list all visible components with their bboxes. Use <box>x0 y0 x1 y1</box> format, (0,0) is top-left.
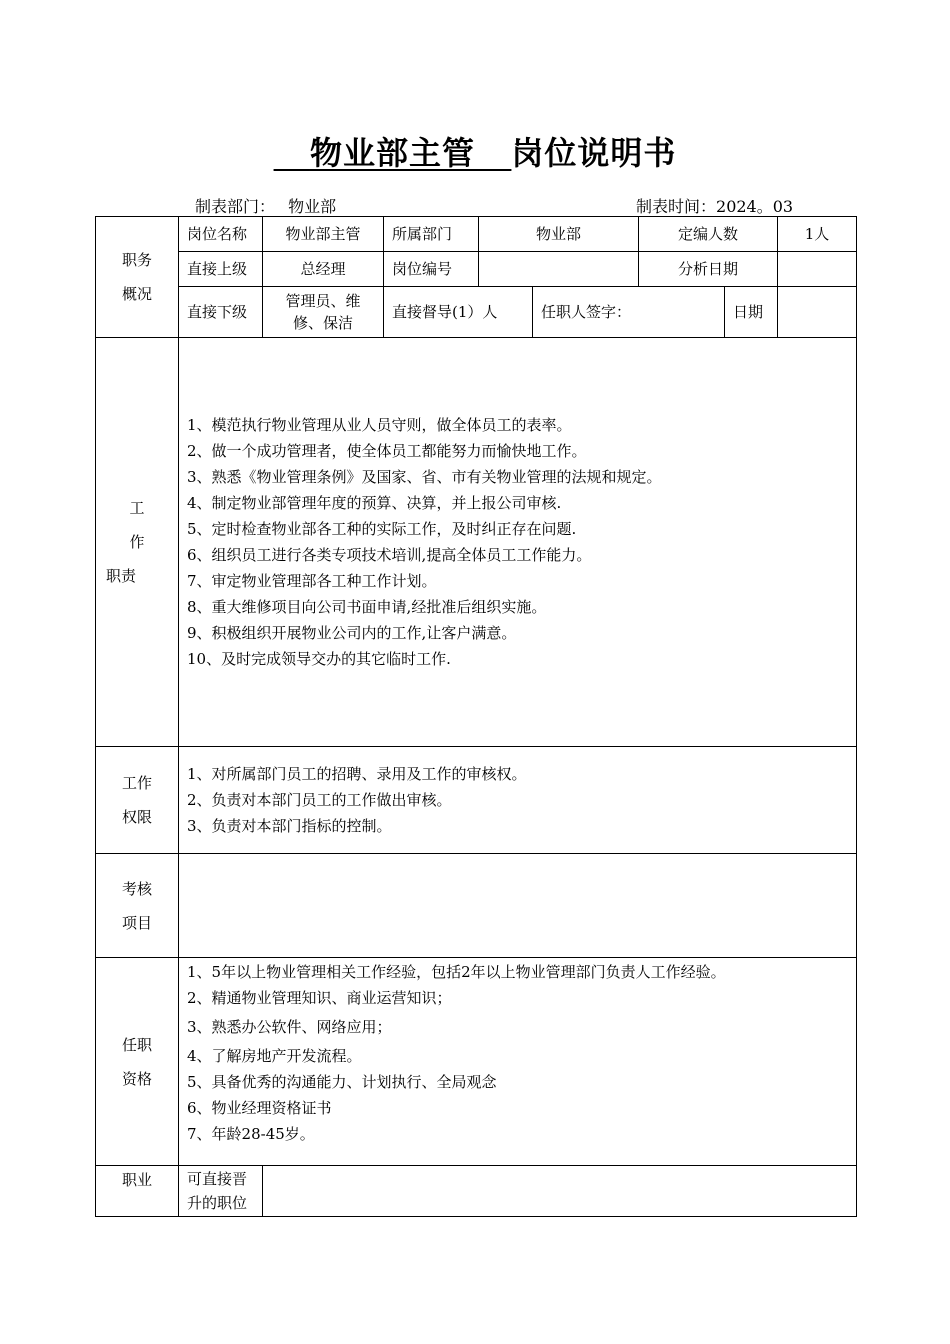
prepared-time-label: 制表时间： <box>636 197 717 216</box>
list-item: 3、熟悉《物业管理条例》及国家、省、市有关物业管理的法规和规定。 <box>187 468 662 486</box>
list-item: 5、定时检查物业部各工种的实际工作，及时纠正存在问题. <box>187 520 577 538</box>
qualification-row <box>96 958 857 1166</box>
assessment-content <box>179 854 857 958</box>
list-item: 1、对所属部门员工的招聘、录用及工作的审核权。 <box>187 765 527 783</box>
subordinate-label: 直接下级 <box>179 287 263 338</box>
subordinate-value: 管理员、维修、保洁 <box>263 287 384 338</box>
superior-label: 直接上级 <box>179 252 263 287</box>
overview-category <box>96 217 179 338</box>
qualification-list <box>179 958 857 1166</box>
prepared-time <box>636 194 793 217</box>
career-category: 职业 <box>96 1166 179 1217</box>
category-text: 资格 <box>121 1069 152 1088</box>
category-text: 工 作 <box>129 499 145 551</box>
list-item: 2、做一个成功管理者，使全体员工都能努力而愉快地工作。 <box>187 442 587 460</box>
list-item: 3、熟悉办公软件、网络应用； <box>187 1018 392 1036</box>
overview-row-3 <box>96 287 857 338</box>
dept-label: 所属部门 <box>384 217 479 252</box>
duties-row <box>96 338 857 747</box>
post-name-label: 岗位名称 <box>179 217 263 252</box>
document-title <box>0 128 950 174</box>
duties-list <box>179 338 857 747</box>
list-item: 9、积极组织开展物业公司内的工作,让客户满意。 <box>187 624 517 642</box>
authority-row <box>96 747 857 854</box>
job-description-table <box>95 216 857 1217</box>
dept-value: 物业部 <box>479 217 639 252</box>
category-text: 任职 <box>121 1035 152 1054</box>
prepared-dept <box>195 194 336 217</box>
list-item: 1、5年以上物业管理相关工作经验，包括2年以上物业管理部门负责人工作经验。 <box>187 963 726 981</box>
prepared-dept-label: 制表部门： <box>195 197 276 216</box>
post-no-value <box>479 252 639 287</box>
category-text: 概况 <box>121 285 152 303</box>
assessment-row <box>96 854 857 958</box>
post-no-label: 岗位编号 <box>384 252 479 287</box>
post-name-value: 物业部主管 <box>263 217 384 252</box>
list-item: 5、具备优秀的沟通能力、计划执行、全局观念 <box>187 1073 497 1091</box>
headcount-label: 定编人数 <box>639 217 778 252</box>
list-item: 1、模范执行物业管理从业人员守则，做全体员工的表率。 <box>187 416 572 434</box>
duties-category <box>96 338 179 747</box>
list-item: 4、了解房地产开发流程。 <box>187 1047 362 1065</box>
list-item: 8、重大维修项目向公司书面申请,经批准后组织实施。 <box>187 598 547 616</box>
list-item: 7、年龄28-45岁。 <box>187 1125 315 1143</box>
list-item: 6、组织员工进行各类专项技术培训,提高全体员工工作能力。 <box>187 546 592 564</box>
promotion-value <box>263 1166 857 1217</box>
list-item: 3、负责对本部门指标的控制。 <box>187 817 392 835</box>
supervise-label: 直接督导(1）人 <box>384 287 533 338</box>
prepared-dept-value: 物业部 <box>288 197 337 216</box>
category-text: 权限 <box>121 808 152 826</box>
category-text: 职务 <box>121 251 152 269</box>
authority-category <box>96 747 179 854</box>
assessment-category <box>96 854 179 958</box>
list-item: 2、精通物业管理知识、商业运营知识； <box>187 989 452 1007</box>
list-item: 4、制定物业部管理年度的预算、决算，并上报公司审核. <box>187 494 562 512</box>
promotion-label: 可直接晋升的职位 <box>179 1166 263 1217</box>
signature-label: 任职人签字： <box>533 287 725 338</box>
headcount-value: 1人 <box>778 217 857 252</box>
career-row <box>96 1166 857 1217</box>
date-label: 日期 <box>725 287 778 338</box>
category-text: 项目 <box>121 913 152 932</box>
authority-list <box>179 747 857 854</box>
analysis-date-value <box>778 252 857 287</box>
superior-value: 总经理 <box>263 252 384 287</box>
list-item: 10、及时完成领导交办的其它临时工作. <box>187 650 451 668</box>
category-text: 工作 <box>121 774 152 792</box>
date-value <box>778 287 857 338</box>
title-position-name: 物业部主管 <box>309 134 475 172</box>
list-item: 7、审定物业管理部各工种工作计划。 <box>187 572 437 590</box>
category-text: 考核 <box>121 879 152 898</box>
analysis-date-label: 分析日期 <box>639 252 778 287</box>
title-suffix: 岗位说明书 <box>511 134 677 172</box>
prepared-time-value: 2024。03 <box>716 197 794 216</box>
overview-row-1 <box>96 217 857 252</box>
qualification-category <box>96 958 179 1166</box>
list-item: 2、负责对本部门员工的工作做出审核。 <box>187 791 452 809</box>
category-text: 职责 <box>106 567 137 585</box>
overview-row-2 <box>96 252 857 287</box>
list-item: 6、物业经理资格证书 <box>187 1099 332 1117</box>
